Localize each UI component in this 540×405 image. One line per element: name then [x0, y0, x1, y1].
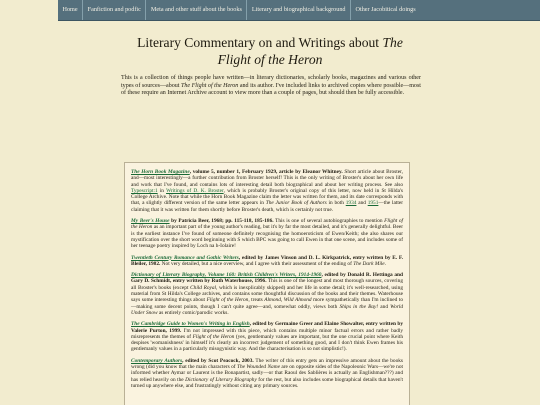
- sources-list: [124, 162, 410, 405]
- source-details: , edited by Scot Peacock, 2003.: [182, 357, 254, 364]
- page-title-italic-2: Flight of the Heron: [217, 52, 323, 67]
- entry-text: for the rest, but also includes some biographical details that haven't turned up anywhere else, and frustratingly without citing any primary sources.: [131, 376, 403, 389]
- list-item: [131, 272, 403, 316]
- entry-text: in both: [326, 200, 346, 207]
- nav-fanfiction-link[interactable]: Fanfiction and podfic: [83, 0, 146, 20]
- entry-italic: The Junior Book of Authors: [265, 200, 327, 207]
- entry-text: , which is inexplicably skipped) and her life in some detail; it's well-researched, using material from St Hilda's College archives, and contains some thoughtful discussion of the books and their themes. Waterhouse says some interesting things about: [131, 284, 404, 304]
- entry-italic: The Dark Mile: [353, 260, 385, 267]
- source-link-beer[interactable]: My Beer's House: [131, 218, 170, 225]
- source-link-twentieth-century[interactable]: Twentieth Century Romance and Gothic Writers: [131, 254, 239, 261]
- entry-text: as an important part of the young author's reading, but it's by far the most detailed, and it's generally delightful. Beer is the earliest instance I've found of someone definitely recognising the homoeroticism of Ewen/Keith; she also shares our mystification over the short word beginning with S which BPC was going to call Ewen in that one scene, and includes some of her teenage poetry inspired by Loch na h-Iolaire!: [131, 224, 404, 250]
- list-item: [131, 218, 403, 249]
- list-item: [131, 169, 403, 213]
- source-link-dlb[interactable]: Dictionary of Literary Biography, Volume 160: British Children's Writers, 1914-1960: [131, 272, 322, 279]
- entry-italic: Dictionary of Literary Biography: [185, 376, 257, 383]
- writings-link[interactable]: Writings of D. K. Broster: [166, 187, 224, 194]
- entry-text: more sympathetically than I'm inclined to—making some decent points, though I can't quite agree—and, somewhat oddly, views both: [131, 297, 403, 310]
- year-1951-link[interactable]: 1951: [367, 200, 379, 207]
- entry-italic: Ships in the Bay!: [339, 303, 379, 310]
- nav-jacobitical-link[interactable]: Other Jacobitical doings: [355, 6, 416, 13]
- entry-text: The writer of this entry gets an impressive amount about the books wrong (did you know that the main characters of: [131, 357, 403, 371]
- typescript-link[interactable]: Typescript:1: [131, 187, 158, 194]
- entry-italic: Almond, Wild Almond: [264, 297, 312, 304]
- entry-text: Not very detailed, but a nice overview, and I agree with their assessment of the ending of: [160, 260, 354, 267]
- intro-text-1: This is a collection of things people have written—in literary dictionaries, scholarly books, magazines and various other types of sources—about: [121, 75, 421, 89]
- list-item: [131, 255, 403, 268]
- entry-text: .: [384, 260, 387, 267]
- nav-home-link[interactable]: Home: [58, 0, 83, 20]
- entry-italic: World Under Snow: [131, 303, 403, 316]
- entry-text: Short article about Broster, and—most interestingly—a further contribution from Broster herself! This is the only writing of Broster's about her own life and work that I've found, and contains lots of interesting detail both biographical and about her writing process. See also: [131, 169, 403, 188]
- list-item: [131, 321, 403, 352]
- entry-text: and: [356, 200, 368, 207]
- source-details: , volume 5, number 1, February 1929, article by Eleanor Whitney.: [189, 169, 343, 175]
- source-link-contemporary-authors[interactable]: Contemporary Authors: [131, 357, 183, 364]
- year-1934-link[interactable]: 1934: [345, 200, 357, 207]
- source-details: , edited by James Vinson and D. L. Kirkpatrick, entry written by E. F. Bleiler, 1982.: [131, 254, 403, 267]
- nav-meta-link[interactable]: Meta and other stuff about the books: [146, 0, 247, 20]
- entry-text: are on opposite sides of the Napoleonic Wars—we're not informed whether Aymar or Laurent is the Bonapartist, sadly—or that Raoul des Sablières is actually an Englishman???) and has relied heavily on the: [131, 364, 403, 383]
- intro-paragraph: [121, 75, 421, 98]
- page-title: [0, 34, 540, 68]
- page-title-text: Literary Commentary on and Writings about: [137, 35, 383, 50]
- entry-text: I'm not impressed with this piece, which contains multiple minor factual errors and rather badly misrepresents the themes of: [131, 327, 403, 340]
- entry-text: (yes, gentlemanly values are important, but the one crucial point where Keith despises 'womanishness' in himself it's clearly an incorrect judgement of something good, and I don't think Ewen frames his gentlemanly values in a particularly misogynistic way. And the characterisation is so not simplistic!).: [131, 333, 404, 353]
- source-details: , edited by Germaine Greer and Elaine Showalter, entry written by Valerie Purton, 1999.: [131, 321, 404, 334]
- source-link-horn-book[interactable]: The Horn Book Magazine: [131, 169, 190, 175]
- entry-text: , treats: [248, 297, 265, 304]
- nav-literary-background-link[interactable]: Literary and biographical background: [247, 0, 351, 20]
- page-title-italic: The: [382, 35, 403, 50]
- entry-text: This is one of the longest and most thorough sources, covering all Broster's books (except: [131, 278, 403, 291]
- intro-text-2: and its author. I've included links to archived copies where possible—most of these require an Internet Archive account to view more than a couple of pages, but should then be fully accessible.: [121, 82, 421, 97]
- list-item: [131, 358, 403, 389]
- entry-italic: Flight of the Heron: [131, 218, 404, 231]
- entry-italic: Child Royal: [190, 284, 217, 291]
- entry-italic: Flight of the Heron: [192, 333, 235, 340]
- entry-text: in: [157, 187, 167, 194]
- intro-book-title: The Flight of the Heron: [181, 82, 239, 89]
- entry-italic: Flight of the Heron: [206, 297, 249, 304]
- top-navigation-bar: [58, 0, 540, 21]
- entry-text: as entirely comic/parodic works.: [157, 309, 229, 316]
- entry-italic: The Wounded Name: [236, 364, 280, 371]
- entry-text: This is one of several autobiographies to mention: [273, 218, 385, 225]
- source-details: by Patricia Beer, 1968; pp. 115-118, 185-186.: [169, 218, 274, 225]
- entry-text: —the latter claiming that it was written for them shortly before Broster's death, which is certainly not true.: [131, 200, 403, 213]
- source-details: , edited by Donald R. Hettinga and Gary D. Schmidt, entry written by Ruth Waterhouse, 1996.: [131, 272, 403, 285]
- source-link-cambridge-guide[interactable]: The Cambridge Guide to Women's Writing in English: [131, 321, 250, 328]
- entry-text: , which is probably Broster's original copy of this letter, now held in St Hilda's College Archive. Note that while the Horn Book Magazine claim the letter was written for them, and its date corresponds with that, a slightly different version of the same letter appears in: [131, 187, 403, 207]
- entry-text: and: [378, 303, 391, 310]
